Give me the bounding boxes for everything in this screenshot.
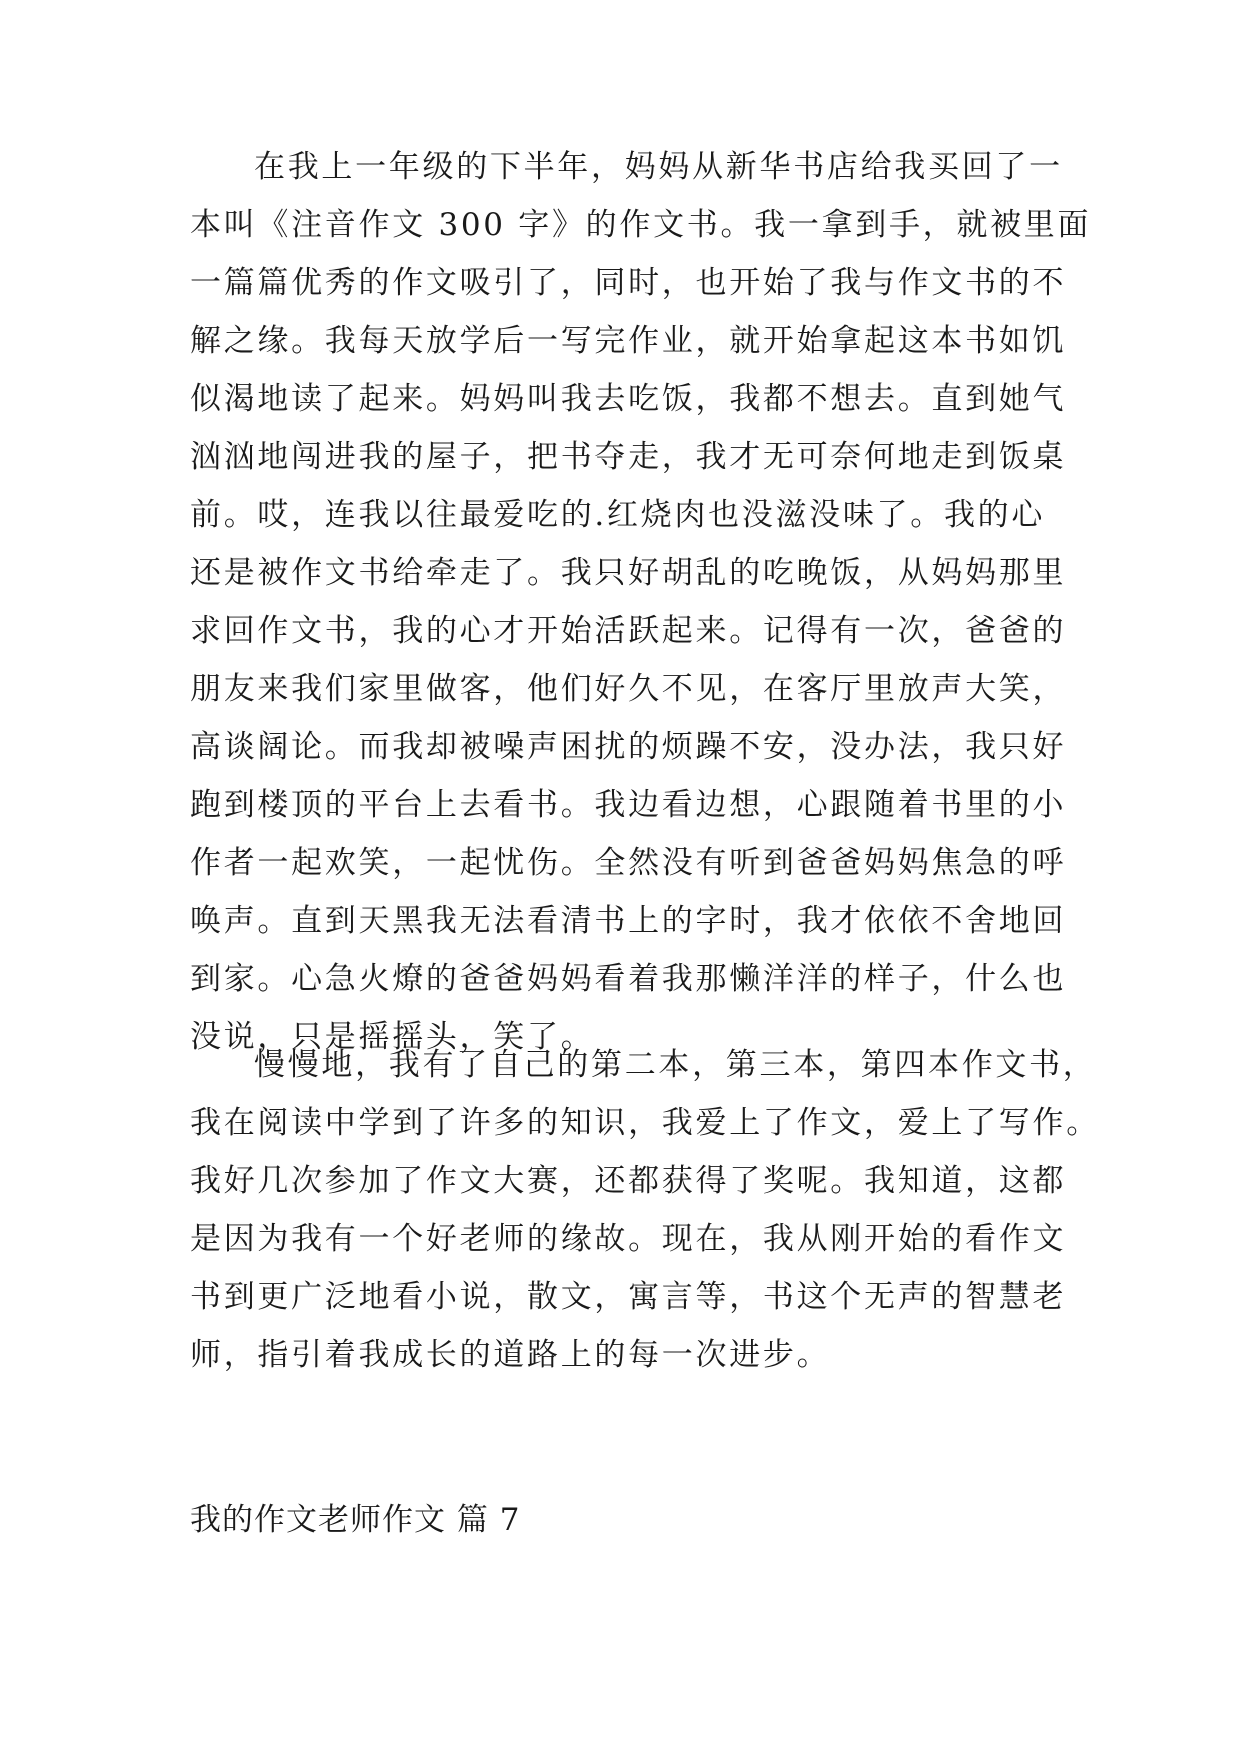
text-line: 是因为我有一个好老师的缘故。现在，我从刚开始的看作文 xyxy=(190,1221,1067,1257)
text-line: 书到更广泛地看小说，散文，寓言等，书这个无声的智慧老 xyxy=(190,1279,1067,1315)
text-line: 我在阅读中学到了许多的知识，我爱上了作文，爱上了写作。 xyxy=(190,1105,1100,1141)
text-line: 到家。心急火燎的爸爸妈妈看着我那懒洋洋的样子，什么也 xyxy=(190,961,1067,997)
text-line: 前。哎，连我以往最爱吃的.红烧肉也没滋没味了。我的心 xyxy=(190,497,1046,533)
text-line: 解之缘。我每天放学后一写完作业，就开始拿起这本书如饥 xyxy=(190,323,1067,359)
text-line: 我好几次参加了作文大赛，还都获得了奖呢。我知道，这都 xyxy=(190,1163,1067,1199)
text-line: 师，指引着我成长的道路上的每一次进步。 xyxy=(190,1337,831,1373)
text-line: 本叫《注音作文 300 字》的作文书。我一拿到手，就被里面 xyxy=(190,207,1092,243)
text-line: 求回作文书，我的心才开始活跃起来。记得有一次，爸爸的 xyxy=(190,613,1067,649)
text-line: 高谈阔论。而我却被噪声困扰的烦躁不安，没办法，我只好 xyxy=(190,729,1067,765)
text-line: 作者一起欢笑，一起忧伤。全然没有听到爸爸妈妈焦急的呼 xyxy=(190,845,1067,881)
text-line: 慢慢地，我有了自己的第二本，第三本，第四本作文书， xyxy=(254,1047,1097,1083)
text-line: 没说，只是摇摇头，笑了。 xyxy=(190,1019,595,1055)
text-line: 唤声。直到天黑我无法看清书上的字时，我才依依不舍地回 xyxy=(190,903,1067,939)
text-line: 一篇篇优秀的作文吸引了，同时，也开始了我与作文书的不 xyxy=(190,265,1067,301)
text-line: 在我上一年级的下半年，妈妈从新华书店给我买回了一 xyxy=(254,149,1063,185)
text-line: 还是被作文书给牵走了。我只好胡乱的吃晚饭，从妈妈那里 xyxy=(190,555,1067,591)
text-line: 朋友来我们家里做客，他们好久不见，在客厅里放声大笑， xyxy=(190,671,1067,707)
text-line: 汹汹地闯进我的屋子，把书夺走，我才无可奈何地走到饭桌 xyxy=(190,439,1067,475)
section-heading: 我的作文老师作文 篇 7 xyxy=(190,1502,521,1538)
text-line: 跑到楼顶的平台上去看书。我边看边想，心跟随着书里的小 xyxy=(190,787,1067,823)
text-line: 似渴地读了起来。妈妈叫我去吃饭，我都不想去。直到她气 xyxy=(190,381,1067,417)
